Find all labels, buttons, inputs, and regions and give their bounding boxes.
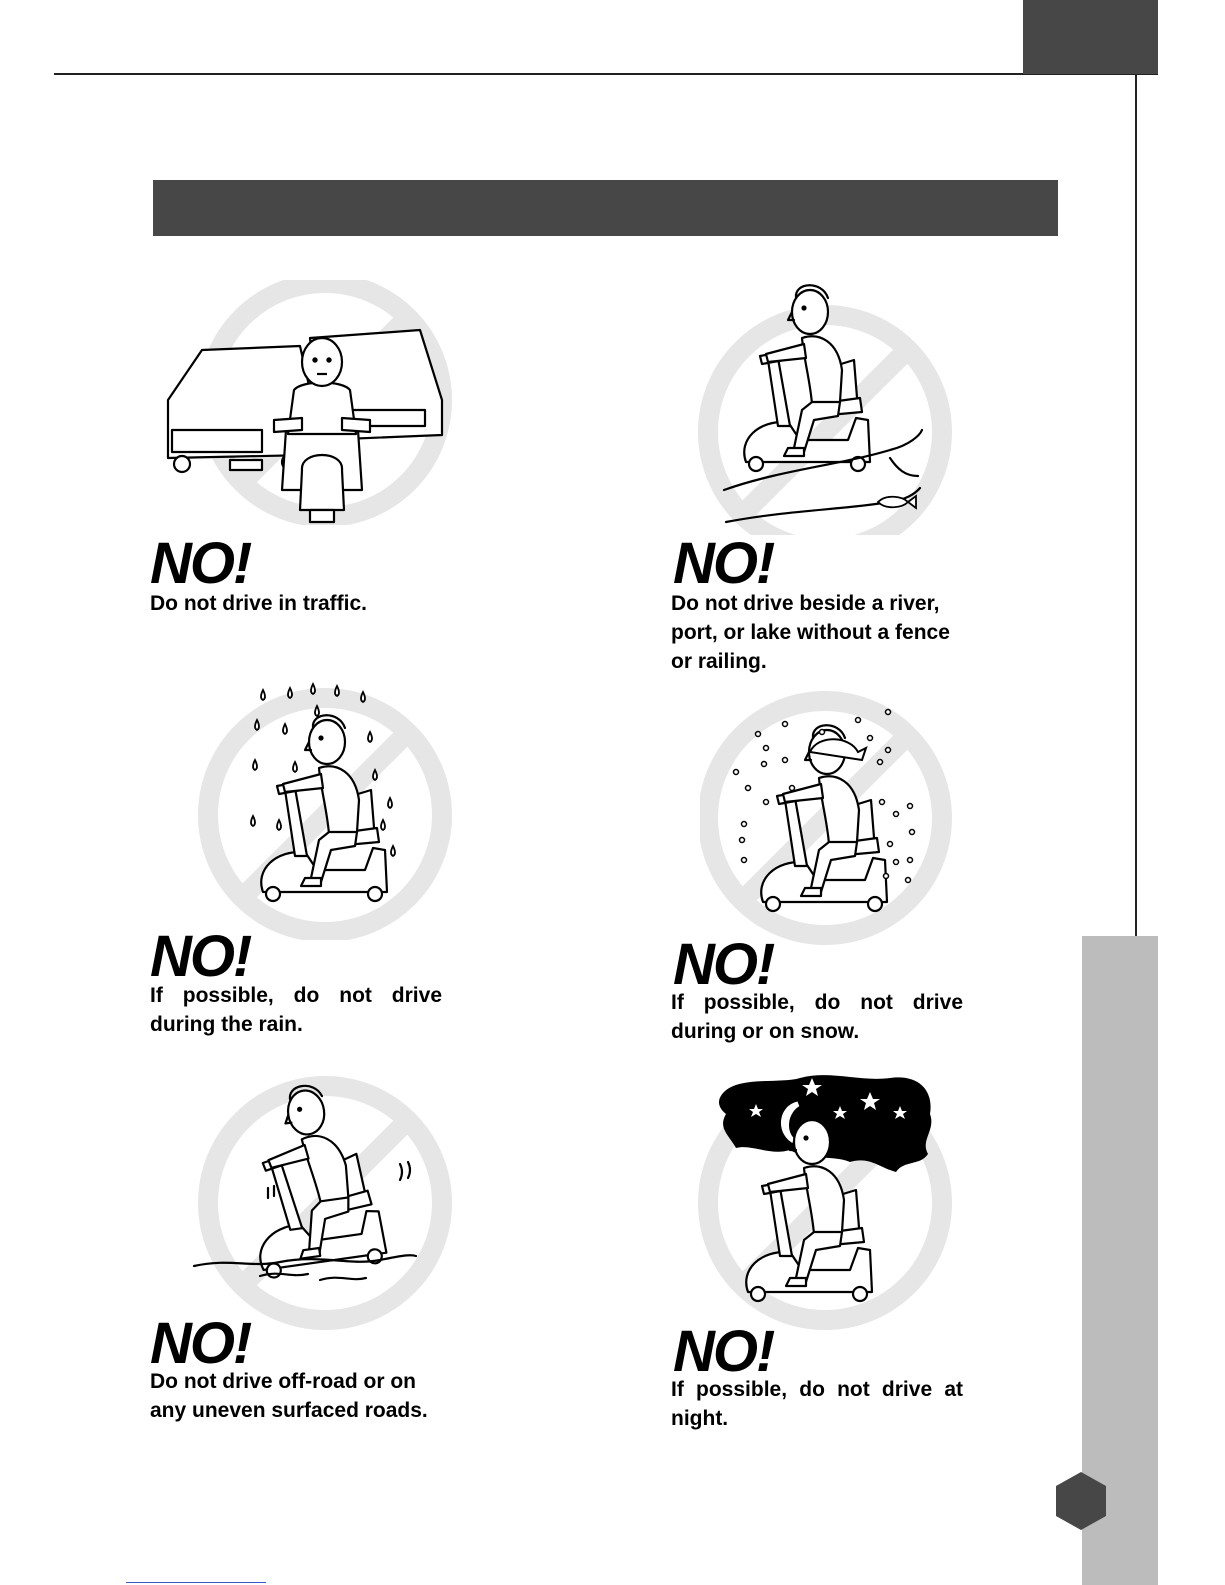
bottom-link-line — [126, 1582, 266, 1583]
river-illustration — [690, 280, 960, 535]
off-road-illustration — [190, 1070, 460, 1330]
page-number-badge — [1050, 1470, 1112, 1532]
caption-river: Do not drive beside a river, port, or lake without a fence or railing. — [671, 592, 950, 673]
no-heading: NO! — [150, 1311, 251, 1376]
right-rule — [1135, 74, 1137, 936]
caption-off-road: Do not drive off-road or on any uneven surfaced roads. — [150, 1370, 428, 1422]
no-heading: NO! — [673, 531, 774, 596]
night-illustration — [690, 1070, 960, 1330]
section-header-bar — [153, 180, 1058, 236]
snow-illustration — [700, 690, 960, 950]
no-heading: NO! — [150, 924, 251, 989]
no-heading: NO! — [673, 932, 774, 997]
top-rule — [54, 73, 1158, 75]
no-heading: NO! — [150, 531, 251, 596]
rain-illustration — [195, 680, 455, 940]
corner-tab — [1023, 0, 1158, 74]
caption-snow: If possible, do not drive during or on snow. — [671, 991, 963, 1043]
caption-traffic: Do not drive in traffic. — [150, 592, 368, 615]
caption-rain: If possible, do not drive during the rain. — [150, 984, 442, 1036]
caption-night: If possible, do not drive at night. — [671, 1378, 963, 1430]
no-heading: NO! — [673, 1319, 774, 1384]
traffic-illustration — [160, 280, 470, 525]
